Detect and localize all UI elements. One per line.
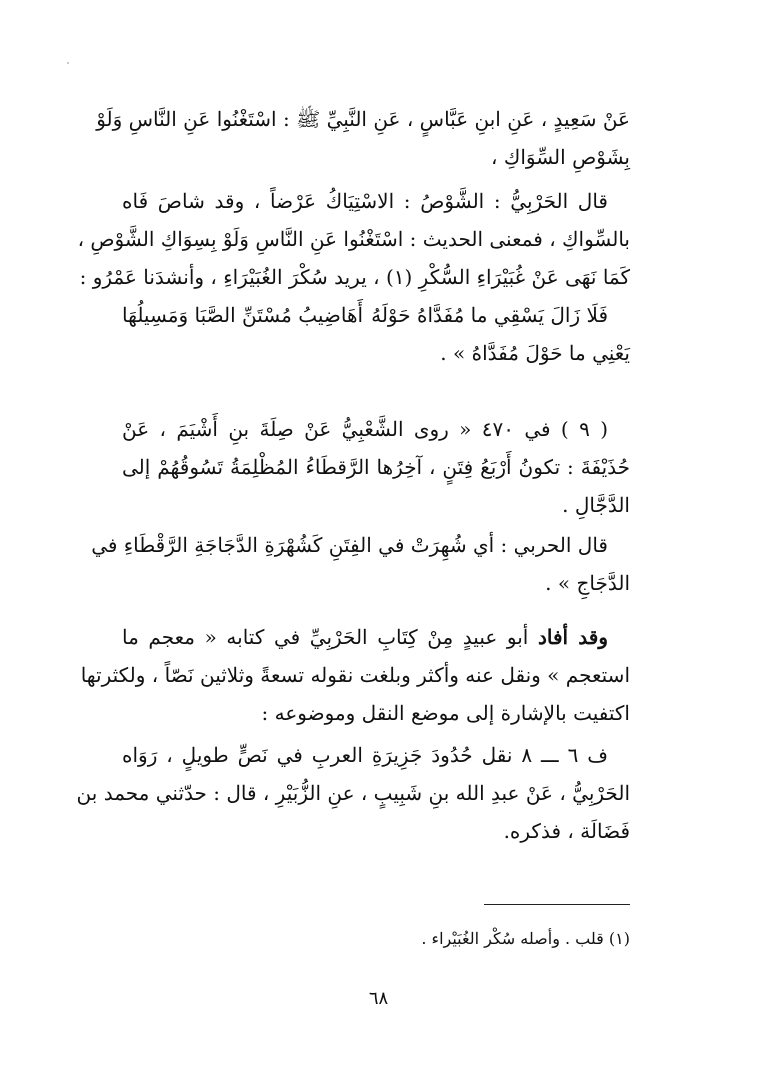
- text-line: بِشَوْصِ السِّوَاكِ ،: [491, 145, 630, 169]
- bold-lead: وقد أفاد: [537, 625, 609, 649]
- text-line: استعجم » ونقل عنه وأكثر وبلغت نقوله تسعةً وثلاثين نَصّاً ، ولكثرتها: [80, 663, 630, 687]
- scan-speck: [67, 62, 69, 64]
- footnote: (١) قلب . وأصله سُكْر الغُبَيْراء .: [421, 929, 630, 948]
- paragraph-4: [91, 526, 630, 602]
- paragraph-3: [122, 410, 630, 524]
- text-line: يَعْنِي ما حَوْلَ مُفَدَّاهُ » .: [440, 341, 630, 365]
- text-line: الحَرْبِيُّ ، عَنْ عبدِ الله بنِ شَبِيبٍ ، عنِ الزُّبَيْرِ ، قال : حدّثني محمد بن: [76, 781, 630, 805]
- text-line: بالسِّواكِ ، فمعنى الحديث : اسْتَغْنُوا عَنِ النَّاسِ وَلَوْ بِسِوَاكِ الشَّوْصِ ،: [77, 227, 630, 251]
- text-run: أبو عبيدٍ مِنْ كِتَابِ الحَرْبِيِّ في كتابه « معجم ما: [122, 625, 538, 649]
- paragraph-1: [96, 100, 630, 176]
- verse-hemistich-1: فَلَا زَالَ يَسْقِي ما مُفَدَّاهُ حَوْلَهُ: [371, 303, 608, 327]
- text-line: الدَّجَّالِ .: [562, 493, 630, 517]
- text-line: قال الحَرْبِيُّ : الشَّوْصُ : الاسْتِيَاكُ عَرْضاً ، وقد شاصَ فَاه: [122, 189, 608, 213]
- paragraph-5: [80, 618, 630, 732]
- text-line: عَنْ سَعِيدٍ ، عَنِ ابنِ عَبَّاسٍ ، عَنِ النَّبِيِّ ﷺ : اسْتَغْنُوا عَنِ النَّاسِ وَلَوْ: [96, 107, 630, 131]
- text-line: [122, 618, 630, 656]
- paragraph-6: [76, 736, 630, 850]
- page-number: ٦٨: [368, 988, 389, 1009]
- text-line: اكتفيت بالإشارة إلى موضع النقل وموضوعه :: [261, 701, 630, 725]
- text-line: حُذَيْفَةَ : تكونُ أَرْبَعُ فِتَنٍ ، آخِرُها الرَّقطَاءُ المُظْلِمَةُ تَسُوقُهُمْ إلى: [122, 455, 630, 479]
- text-line: قال الحربي : أي شُهِرَتْ في الفِتَنِ كَشُهْرَةِ الدَّجَاجَةِ الرَّقْطَاءِ في: [91, 533, 608, 557]
- text-line: ف ٦ ـــ ٨ نقل حُدُودَ جَزِيرَةِ العربِ في نَصٍّ طويلٍ ، رَوَاه: [122, 743, 608, 767]
- text-line: ( ٩ ) في ٤٧٠ « روى الشَّعْبِيُّ عَنْ صِلَةَ بنِ أَشْيَمَ ، عَنْ: [122, 417, 608, 441]
- text-line: كَمَا نَهَى عَنْ غُبَيْرَاءِ السُّكْرِ (١) ، يريد سُكْرَ الغُبَيْرَاءِ ، وأنشدَنا عَمْرُو :: [79, 265, 630, 289]
- paragraph-2: [77, 182, 630, 372]
- verse-hemistich-2: أَهَاضِيبُ مُسْتَنِّ الصَّبَا وَمَسِيلُهَا: [122, 303, 364, 327]
- poetry-verse: [122, 296, 630, 334]
- text-line: فَضَالَة ، فذكره.: [503, 819, 630, 843]
- text-line: الدَّجَاجِ » .: [545, 571, 630, 595]
- footnote-divider: [484, 904, 630, 905]
